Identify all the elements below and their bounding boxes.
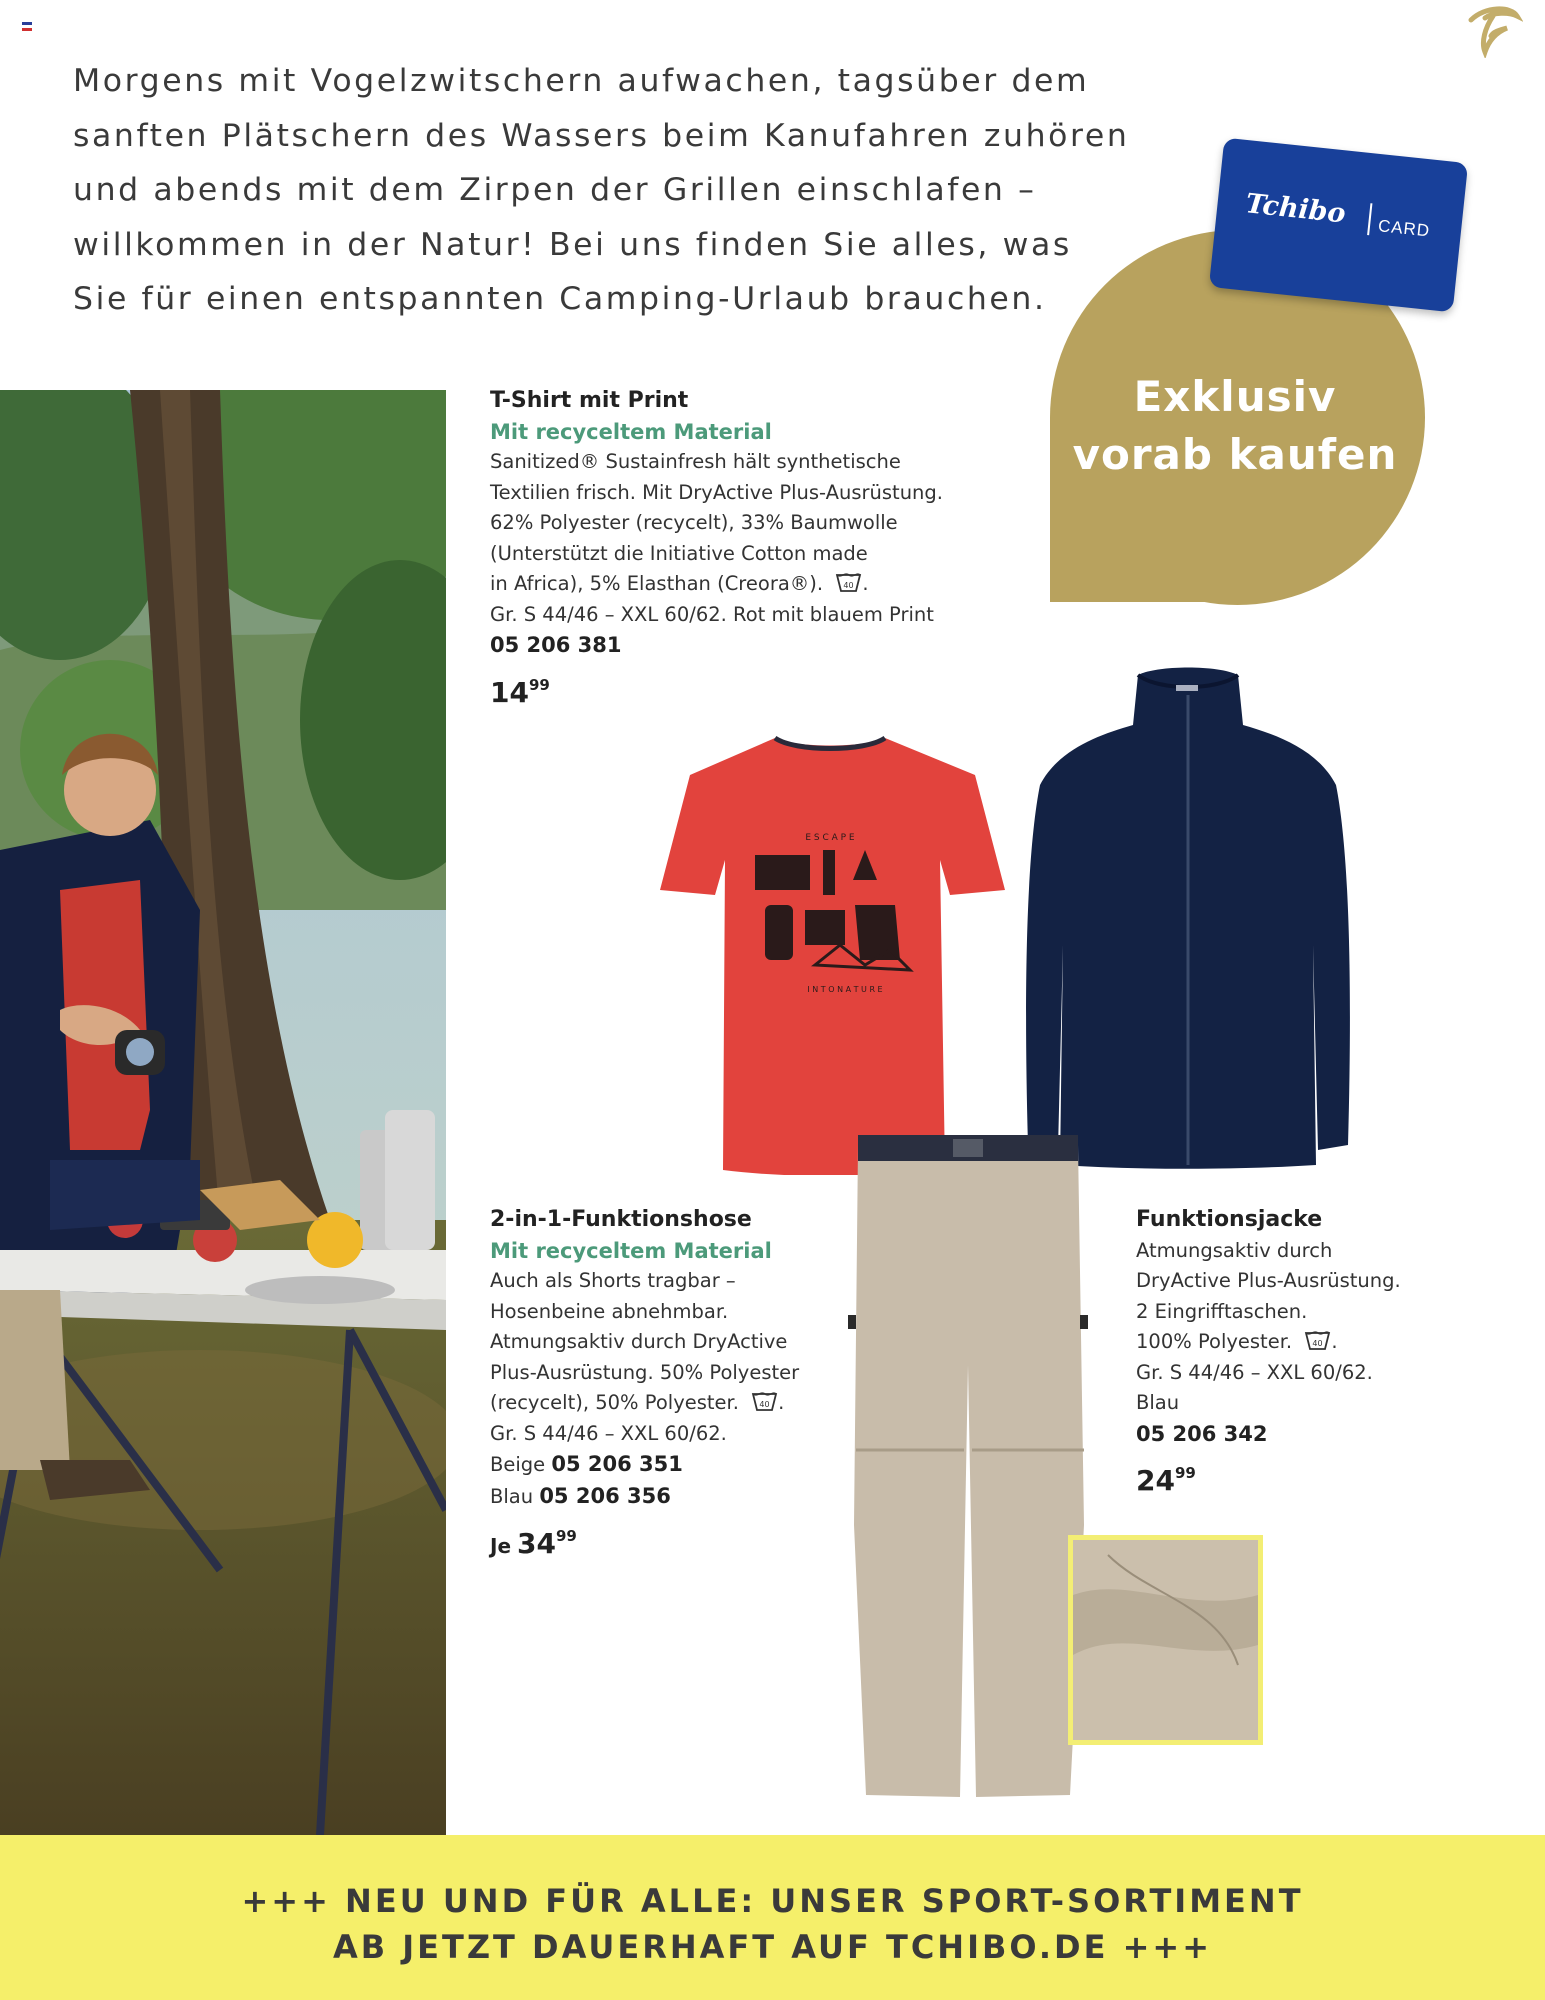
- jacket-desc-line: DryActive Plus-Ausrüstung.: [1136, 1269, 1401, 1292]
- tshirt-print-text: I N T O N A T U R E: [807, 985, 883, 994]
- jacket-price-main: 24: [1136, 1464, 1175, 1497]
- tshirt-wash-end: .: [862, 572, 869, 595]
- pants-article-number: 05 206 356: [539, 1483, 671, 1508]
- tshirt-desc-line: Textilien frisch. Mit DryActive Plus-Ausrüstung.: [490, 480, 943, 504]
- pants-desc-line: Auch als Shorts tragbar –: [490, 1269, 736, 1292]
- pants-variant-beige: [490, 1449, 850, 1481]
- wash-40-icon: [1304, 1329, 1331, 1351]
- tchibo-logo-icon: [1463, 2, 1523, 58]
- pants-desc-line: (recycelt), 50% Polyester.: [490, 1391, 739, 1414]
- tshirt-desc-line: in Africa), 5% Elasthan (Creora®).: [490, 572, 824, 595]
- pants-variant-label: Beige: [490, 1453, 546, 1476]
- navy-jacket-image: [1018, 665, 1358, 1170]
- language-flag-icon: [22, 22, 32, 31]
- intro-line: und abends mit dem Zirpen der Grillen einschlafen –: [73, 172, 1037, 208]
- svg-text:40: 40: [1312, 1339, 1323, 1348]
- pants-article-number: 05 206 351: [551, 1452, 683, 1476]
- tshirt-product: [490, 386, 1030, 713]
- jacket-price-cents: 99: [1174, 1464, 1196, 1482]
- pants-wash-end: .: [778, 1391, 785, 1414]
- intro-line: Morgens mit Vogelzwitschern aufwachen, tagsüber dem: [73, 63, 1090, 99]
- wash-40-icon: [835, 571, 862, 593]
- jacket-wash-end: .: [1331, 1330, 1338, 1353]
- card-divider: [1367, 203, 1372, 235]
- tshirt-price: [490, 665, 1030, 713]
- promo-banner-text: [0, 1878, 1545, 1970]
- tshirt-desc-line-wash: [490, 569, 1030, 600]
- pants-desc-line: Hosenbeine abnehmbar.: [490, 1299, 729, 1323]
- jacket-size: Gr. S 44/46 – XXL 60/62.: [1136, 1360, 1373, 1384]
- svg-text:40: 40: [843, 581, 854, 590]
- jacket-product: [1136, 1205, 1516, 1501]
- intro-text: [73, 54, 1173, 327]
- tshirt-price-main: 14: [490, 675, 529, 709]
- intro-line: willkommen in der Natur! Bei uns finden Sie alles, was: [73, 226, 1072, 263]
- pants-product: [490, 1205, 850, 1566]
- pants-desc-line-wash: [490, 1388, 850, 1419]
- tchibo-card: [1209, 138, 1468, 313]
- badge-line-2: vorab kaufen: [1072, 430, 1398, 479]
- tshirt-article-number: 05 206 381: [490, 633, 622, 657]
- pants-desc-line: Atmungsaktiv durch DryActive: [490, 1330, 788, 1353]
- pants-price-main: 34: [517, 1527, 556, 1560]
- intro-line: sanften Plätschern des Wassers beim Kanufahren zuhören: [73, 117, 1130, 154]
- tshirt-recycled-tag: Mit recyceltem Material: [490, 419, 772, 444]
- pants-price-cents: 99: [555, 1527, 577, 1545]
- jacket-title: Funktionsjacke: [1136, 1207, 1323, 1232]
- pants-recycled-tag: Mit recyceltem Material: [490, 1238, 772, 1263]
- jacket-article-number: 05 206 342: [1136, 1421, 1268, 1446]
- tshirt-desc-line: 62% Polyester (recycelt), 33% Baumwolle: [490, 511, 898, 534]
- pants-title: 2-in-1-Funktionshose: [490, 1207, 752, 1232]
- tshirt-print-text: E S C A P E: [805, 833, 855, 843]
- pants-variant-label: Blau: [490, 1484, 534, 1508]
- pants-price: [490, 1516, 850, 1566]
- jacket-desc-line: Atmungsaktiv durch: [1136, 1238, 1333, 1262]
- badge-line-1: Exklusiv: [1133, 372, 1337, 421]
- tshirt-title: T-Shirt mit Print: [490, 388, 689, 413]
- intro-line: Sie für einen entspannten Camping-Urlaub brauchen.: [73, 281, 1047, 317]
- jacket-color: Blau: [1136, 1391, 1180, 1414]
- pants-price-prefix: Je: [490, 1534, 512, 1558]
- tshirt-size: Gr. S 44/46 – XXL 60/62. Rot mit blauem Print: [490, 602, 934, 626]
- camping-lifestyle-photo: [0, 390, 446, 1835]
- red-tshirt-image: [655, 730, 1005, 1175]
- tshirt-price-cents: 99: [528, 675, 550, 694]
- jacket-desc-line: 2 Eingrifftaschen.: [1136, 1299, 1308, 1323]
- wash-40-icon: [751, 1390, 778, 1412]
- tshirt-desc-line: (Unterstützt die Initiative Cotton made: [490, 541, 868, 565]
- card-label: CARD: [1377, 216, 1432, 241]
- jacket-desc-line: 100% Polyester.: [1136, 1330, 1293, 1353]
- beige-pants-image: [848, 1135, 1088, 1805]
- promo-banner-line-2: AB JETZT DAUERHAFT AUF TCHIBO.DE +++: [332, 1928, 1213, 1966]
- pants-size: Gr. S 44/46 – XXL 60/62.: [490, 1421, 727, 1445]
- pants-variant-blue: [490, 1481, 850, 1513]
- pants-detail-image: [1068, 1535, 1263, 1745]
- svg-text:40: 40: [759, 1400, 770, 1409]
- exclusive-badge-text: [1060, 368, 1410, 484]
- pants-desc-line: Plus-Ausrüstung. 50% Polyester: [490, 1360, 800, 1384]
- jacket-desc-line-wash: [1136, 1327, 1516, 1358]
- tshirt-desc-line: Sanitized® Sustainfresh hält synthetische: [490, 450, 901, 473]
- promo-banner-line-1: +++ NEU UND FÜR ALLE: UNSER SPORT-SORTIMENT: [241, 1882, 1304, 1920]
- card-brand: Tchibo: [1244, 188, 1348, 230]
- jacket-price: [1136, 1453, 1516, 1501]
